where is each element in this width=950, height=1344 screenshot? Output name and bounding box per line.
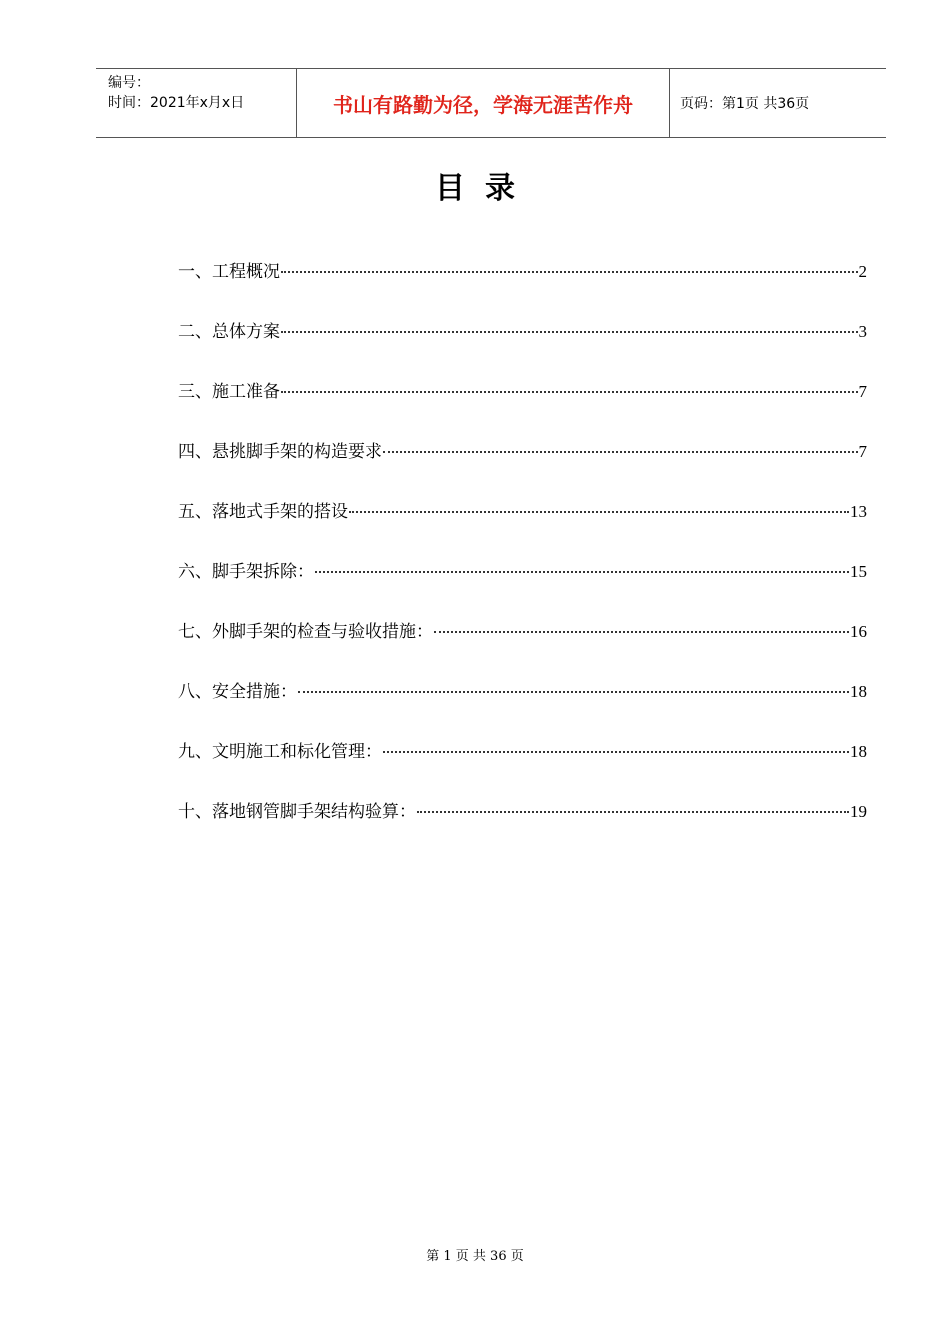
toc-entry[interactable] xyxy=(178,498,867,558)
toc-entry-label: 十、落地钢管脚手架结构验算： xyxy=(178,802,416,822)
toc-entry-label: 二、总体方案 xyxy=(178,322,280,342)
header-motto: 书山有路勤为径，学海无涯苦作舟 xyxy=(297,69,670,137)
header-meta-cell xyxy=(96,69,297,137)
toc-entry-label: 九、文明施工和标化管理： xyxy=(178,742,382,762)
toc-entry-page: 16 xyxy=(850,622,867,641)
toc-dot-leader xyxy=(349,494,849,513)
toc-dot-leader xyxy=(383,734,849,753)
toc-entry-label: 三、施工准备 xyxy=(178,382,280,402)
document-header xyxy=(96,68,886,138)
toc-entry-page: 2 xyxy=(858,262,867,281)
toc-entry-page: 18 xyxy=(850,742,867,761)
toc-entry[interactable] xyxy=(178,798,867,858)
toc-entry[interactable] xyxy=(178,438,867,498)
toc-dot-leader xyxy=(417,794,849,813)
toc-entry-page: 19 xyxy=(850,802,867,821)
toc-entry-page: 15 xyxy=(850,562,867,581)
toc-entry-page: 7 xyxy=(858,382,867,401)
toc-dot-leader xyxy=(315,554,849,573)
toc-entry[interactable] xyxy=(178,738,867,798)
toc-entry[interactable] xyxy=(178,378,867,438)
page-title: 目录 xyxy=(435,171,535,206)
toc-entry-page: 3 xyxy=(858,322,867,341)
toc-entry-label: 八、安全措施： xyxy=(178,682,297,702)
header-page-info: 页码：第1页 共36页 xyxy=(680,96,810,112)
toc-dot-leader xyxy=(434,614,849,633)
toc-dot-leader xyxy=(281,254,858,273)
toc-entry-page: 13 xyxy=(850,502,867,521)
toc-entry-label: 五、落地式手架的搭设 xyxy=(178,502,348,522)
number-label: 编号： xyxy=(108,75,150,91)
toc-entry-label: 七、外脚手架的检查与验收措施： xyxy=(178,622,433,642)
toc-entry-label: 六、脚手架拆除： xyxy=(178,562,314,582)
toc-dot-leader xyxy=(281,374,858,393)
toc-dot-leader xyxy=(383,434,858,453)
toc-entry[interactable] xyxy=(178,678,867,738)
toc-dot-leader xyxy=(281,314,858,333)
toc-entry-label: 四、悬挑脚手架的构造要求 xyxy=(178,442,382,462)
toc-entry[interactable] xyxy=(178,618,867,678)
toc-dot-leader xyxy=(298,674,849,693)
toc-entry[interactable] xyxy=(178,258,867,318)
toc-entry[interactable] xyxy=(178,558,867,618)
toc-entry[interactable] xyxy=(178,318,867,378)
toc-entry-label: 一、工程概况 xyxy=(178,262,280,282)
page-footer: 第 1 页 共 36 页 xyxy=(426,1249,524,1264)
toc-entry-page: 7 xyxy=(858,442,867,461)
time-label: 时间：2021年x月x日 xyxy=(108,95,245,111)
table-of-contents xyxy=(178,258,867,858)
toc-entry-page: 18 xyxy=(850,682,867,701)
